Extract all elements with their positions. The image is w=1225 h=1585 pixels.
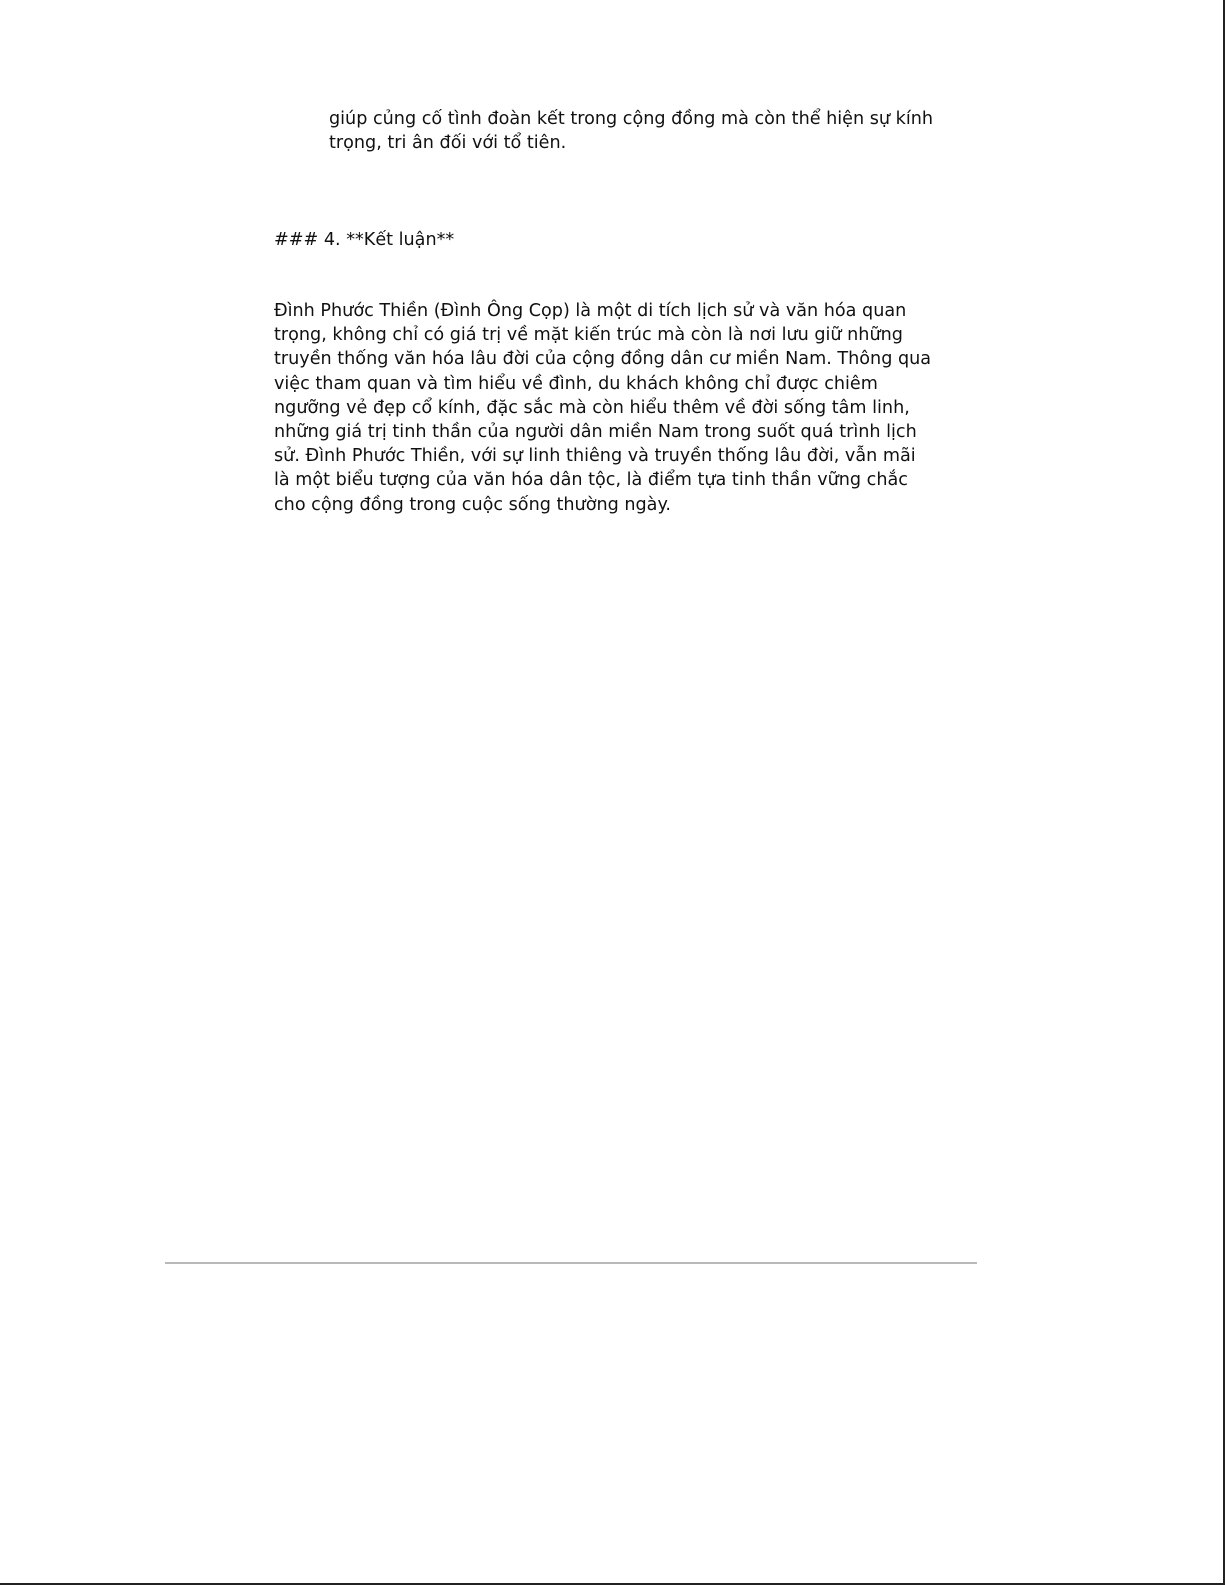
paragraph-line: ngưỡng vẻ đẹp cổ kính, đặc sắc mà còn hiểu thêm về đời sống tâm linh,: [274, 397, 910, 418]
paragraph-line: cho cộng đồng trong cuộc sống thường ngày.: [274, 494, 671, 515]
paragraph-line: sử. Đình Phước Thiền, với sự linh thiêng và truyền thống lâu đời, vẫn mãi: [274, 446, 916, 467]
paragraph-line: việc tham quan và tìm hiểu về đình, du khách không chỉ được chiêm: [274, 373, 878, 394]
paragraph-line: trọng, không chỉ có giá trị về mặt kiến trúc mà còn là nơi lưu giữ những: [274, 325, 903, 346]
paragraph-line: những giá trị tinh thần của người dân miền Nam trong suốt quá trình lịch: [274, 422, 917, 443]
paragraph-line: giúp củng cố tình đoàn kết trong cộng đồng mà còn thể hiện sự kính: [329, 109, 934, 129]
paragraph-line: trọng, tri ân đối với tổ tiên.: [329, 133, 567, 154]
paragraph-line: truyền thống văn hóa lâu đời của cộng đồng dân cư miền Nam. Thông qua: [274, 349, 932, 370]
paragraph-line: Đình Phước Thiền (Đình Ông Cọp) là một di tích lịch sử và văn hóa quan: [274, 301, 907, 321]
footer-divider: [165, 1262, 977, 1264]
conclusion-paragraph: [274, 299, 964, 517]
continued-paragraph: [329, 107, 969, 155]
paragraph-line: là một biểu tượng của văn hóa dân tộc, là điểm tựa tinh thần vững chắc: [274, 470, 908, 491]
section-heading-conclusion: ### 4. **Kết luận**: [274, 230, 455, 250]
